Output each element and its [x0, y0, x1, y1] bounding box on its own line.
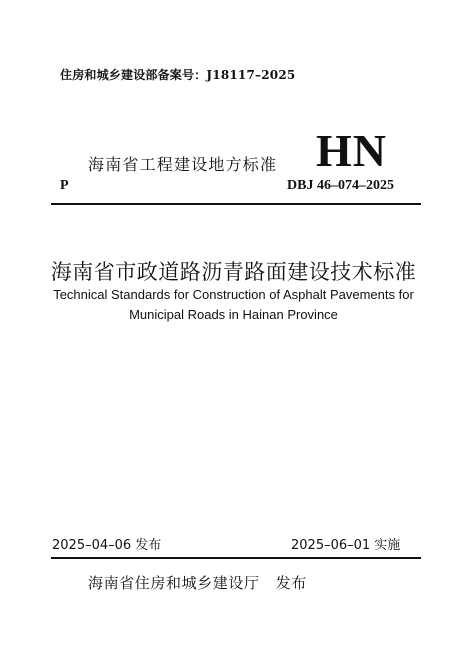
publish-date: 2025–04–06 发布	[52, 538, 162, 553]
standard-code: DBJ 46–074–2025	[287, 178, 394, 193]
bottom-divider	[51, 557, 421, 559]
hn-logo: HN	[316, 125, 387, 176]
issuer: 海南省住房和城乡建设厅 发布	[88, 574, 307, 592]
implement-date: 2025–06–01 实施	[291, 538, 401, 553]
title-english-line-2: Municipal Roads in Hainan Province	[129, 307, 338, 322]
category-letter: P	[60, 178, 69, 193]
record-number: 住房和城乡建设部备案号：J18117–2025	[60, 68, 296, 82]
standard-type: 海南省工程建设地方标准	[88, 155, 278, 174]
title-chinese: 海南省市政道路沥青路面建设技术标准	[50, 260, 417, 284]
top-divider	[51, 203, 421, 205]
title-english	[0, 285, 467, 325]
title-english-line-1: Technical Standards for Construction of Asphalt Pavements for	[53, 287, 414, 302]
